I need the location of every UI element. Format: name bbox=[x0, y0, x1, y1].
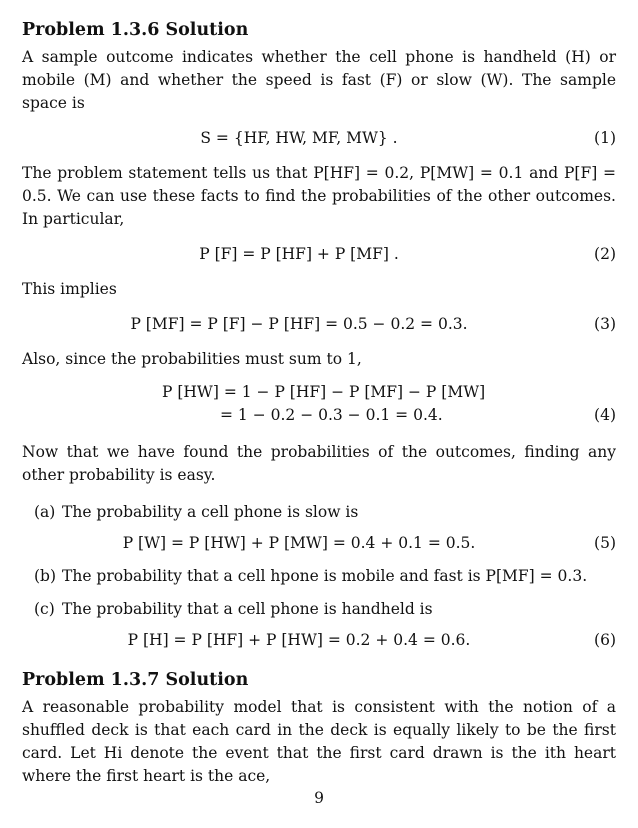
list-item-label: (b) bbox=[34, 567, 57, 585]
outcomes-paragraph: Now that we have found the probabilities of the outcomes, finding any other probability is easy. bbox=[22, 443, 616, 484]
equation-1-number: (1) bbox=[594, 129, 616, 147]
list-item-text: The probability that a cell hpone is mobile and fast is P[MF] = 0.3. bbox=[62, 567, 588, 585]
page-number: 9 bbox=[314, 789, 324, 807]
problem-1-3-6-heading: Problem 1.3.6 Solution bbox=[22, 20, 249, 40]
equation-2-number: (2) bbox=[594, 245, 616, 263]
list-item bbox=[22, 565, 616, 588]
sum-to-one-paragraph: Also, since the probabilities must sum to 1, bbox=[22, 350, 362, 368]
equation-5 bbox=[22, 532, 616, 555]
equation-1 bbox=[22, 127, 616, 150]
equation-5-number: (5) bbox=[594, 534, 616, 552]
list-item-text: The probability a cell phone is slow is bbox=[62, 503, 359, 521]
equation-4-number: (4) bbox=[594, 406, 616, 424]
equation-4-line-1: P [HW] = 1 − P [HF] − P [MF] − P [MW] bbox=[162, 383, 486, 401]
equation-6-number: (6) bbox=[594, 631, 616, 649]
equation-3-body: P [MF] = P [F] − P [HF] = 0.5 − 0.2 = 0.3. bbox=[130, 315, 468, 333]
intro-paragraph: A sample outcome indicates whether the cell phone is handheld (H) or mobile (M) and whether the speed is fast (F) or slow (W). The sample space is bbox=[22, 48, 616, 112]
answer-list bbox=[22, 501, 616, 652]
problem-1-3-7-heading: Problem 1.3.7 Solution bbox=[22, 670, 249, 690]
implies-paragraph: This implies bbox=[22, 280, 117, 298]
equation-3-number: (3) bbox=[594, 315, 616, 333]
equation-3 bbox=[22, 313, 616, 336]
list-item bbox=[22, 598, 616, 652]
list-item-label: (c) bbox=[34, 600, 55, 618]
document-page bbox=[22, 18, 616, 788]
equation-4 bbox=[22, 381, 616, 427]
list-item-label: (a) bbox=[34, 503, 56, 521]
equation-2-body: P [F] = P [HF] + P [MF] . bbox=[199, 245, 399, 263]
equation-6-body: P [H] = P [HF] + P [HW] = 0.2 + 0.4 = 0.6. bbox=[127, 631, 471, 649]
equation-5-body: P [W] = P [HW] + P [MW] = 0.4 + 0.1 = 0.5. bbox=[122, 534, 476, 552]
equation-6 bbox=[22, 629, 616, 652]
deck-model-paragraph: A reasonable probability model that is consistent with the notion of a shuffled deck is that each card in the deck is equally likely to be the first card. Let Hi denote the event that the first card drawn is the ith heart where the first heart is the ace, bbox=[22, 698, 616, 785]
list-item-text: The probability that a cell phone is handheld is bbox=[62, 600, 433, 618]
equation-1-body: S = {HF, HW, MF, MW} . bbox=[200, 129, 398, 147]
given-facts-paragraph: The problem statement tells us that P[HF] = 0.2, P[MW] = 0.1 and P[F] = 0.5. We can use these facts to find the probabilities of the other outcomes. In particular, bbox=[22, 164, 616, 228]
equation-4-line-2: = 1 − 0.2 − 0.3 − 0.1 = 0.4. bbox=[220, 406, 443, 424]
list-item bbox=[22, 501, 616, 555]
equation-2 bbox=[22, 243, 616, 266]
